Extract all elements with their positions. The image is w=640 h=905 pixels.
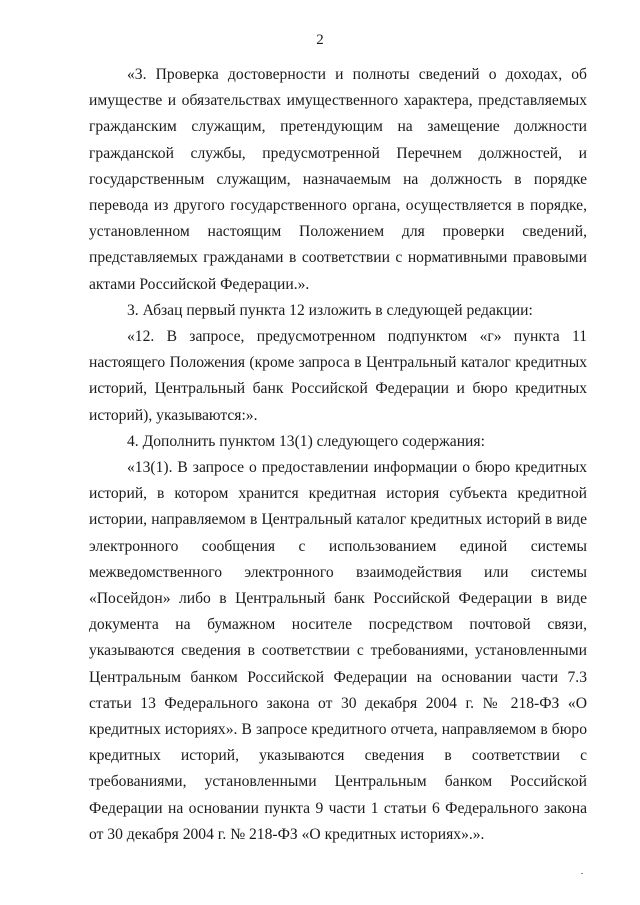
paragraph-clause-12-text: «12. В запросе, предусмотренном подпунктом «г» пункта 11 настоящего Положения (кроме запроса в Центральный каталог кредитных историй, Центральный банк Российской Федерации и бюро кредитных историй), указываются:».	[89, 328, 587, 424]
paragraph-clause-3-text: «3. Проверка достоверности и полноты сведений о доходах, об имуществе и обязательствах имущественного характера, представляемых гражданским служащим, претендующим на замещение должности гражданской службы, предусмотренной Перечнем должностей, и государственным служащим, назначаемым на должность в порядке перевода из другого государственного органа, осуществляется в порядке, установленном настоящим Положением для проверки сведений, представляемых гражданами в соответствии с нормативными правовыми актами Российской Федерации.».	[89, 66, 587, 293]
document-body	[89, 62, 587, 848]
paragraph-amendment-3: 3. Абзац первый пункта 12 изложить в следующей редакции:	[127, 301, 533, 319]
paragraph-amendment-4: 4. Дополнить пунктом 13(1) следующего содержания:	[127, 432, 485, 450]
page-number: 2	[316, 32, 324, 48]
paragraph-clause-13-1-text: «13(1). В запросе о предоставлении информации о бюро кредитных историй, в котором хранится кредитная история субъекта кредитной истории, направляемом в Центральный каталог кредитных историй в виде электронного сообщения с использованием единой системы межведомственного электронного взаимодействия или системы «Посейдон» либо в Центральный банк Российской Федерации в виде документа на бумажном носителе посредством почтовой связи, указываются сведения в соответствии с требованиями, установленными Центральным банком Российской Федерации на основании части 7.3 статьи 13 Федерального закона от 30 декабря 2004 г. № 218-ФЗ «О кредитных историях». В запросе кредитного отчета, направляемом в бюро кредитных историй, указываются сведения в соответствии с требованиями, установленными Центральным банком Российской Федерации на основании пункта 9 части 1 статьи 6 Федерального закона от 30 декабря 2004 г. № 218-ФЗ «О кредитных историях».».	[89, 459, 587, 843]
scan-speck	[581, 873, 583, 874]
